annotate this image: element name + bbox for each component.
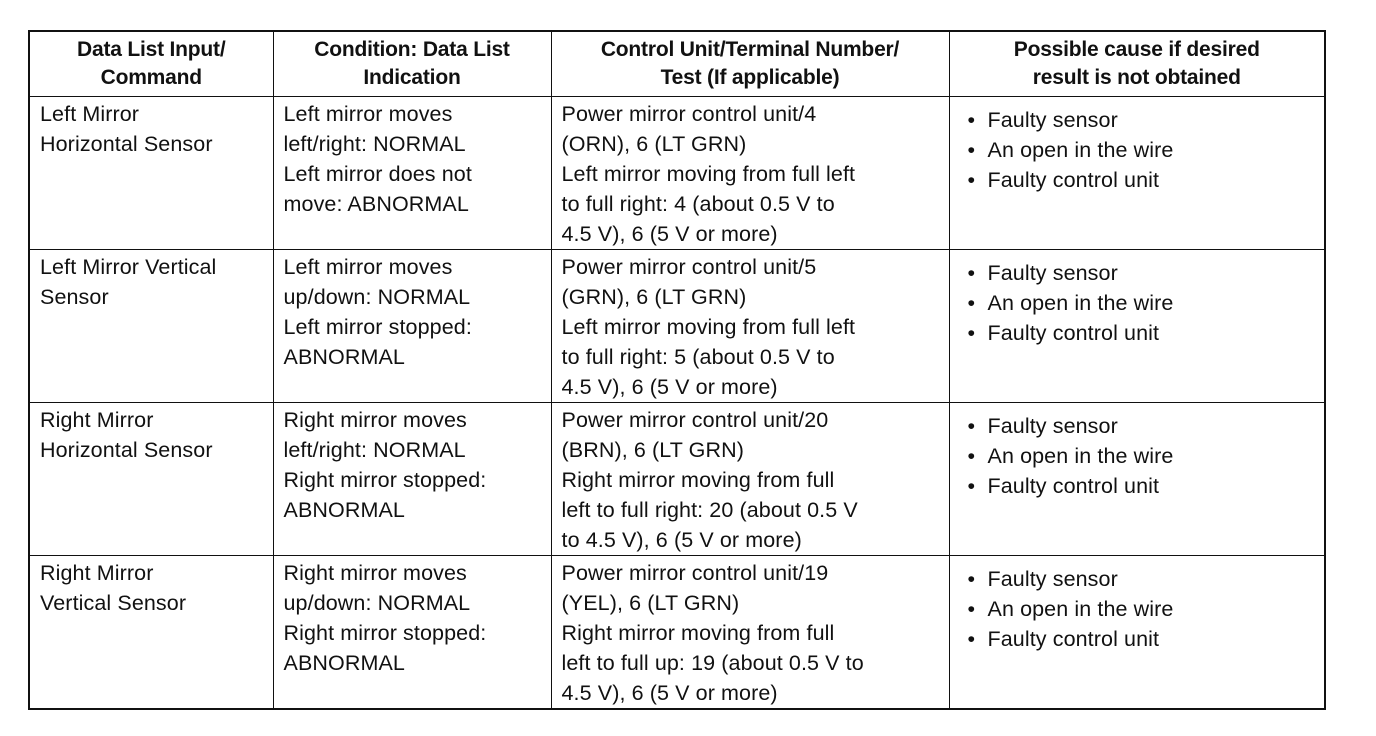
bullet-icon: • [967,567,976,591]
cell-control: Power mirror control unit/5 (GRN), 6 (LT GRN) Left mirror moving from full left to full right: 5 (about 0.5 V to 4.5 V), 6 (5 V or more) [551,250,949,403]
cause-text: An open in the wire [987,291,1174,315]
list-item [964,411,1319,441]
cell-condition: Left mirror moves left/right: NORMAL Left mirror does not move: ABNORMAL [273,97,551,250]
cause-text: An open in the wire [987,597,1174,621]
cause-text: Faulty control unit [987,627,1160,651]
header-control-unit: Control Unit/Terminal Number/ Test (If applicable) [551,31,949,97]
list-item [964,441,1319,471]
bullet-icon: • [967,108,976,132]
cell-causes [949,556,1325,710]
cause-list [960,105,1319,195]
list-item [964,165,1319,195]
bullet-icon: • [967,168,976,192]
cell-condition: Right mirror moves left/right: NORMAL Right mirror stopped: ABNORMAL [273,403,551,556]
header-data-list-input: Data List Input/ Command [29,31,273,97]
cell-control: Power mirror control unit/4 (ORN), 6 (LT GRN) Left mirror moving from full left to full right: 4 (about 0.5 V to 4.5 V), 6 (5 V or more) [551,97,949,250]
cell-condition: Right mirror moves up/down: NORMAL Right mirror stopped: ABNORMAL [273,556,551,710]
list-item [964,594,1319,624]
bullet-icon: • [967,444,976,468]
cause-text: An open in the wire [987,138,1174,162]
cause-text: Faulty sensor [987,261,1118,285]
table-row [29,403,1325,556]
cell-input: Left Mirror Vertical Sensor [29,250,273,403]
bullet-icon: • [967,597,976,621]
list-item [964,624,1319,654]
cause-text: Faulty control unit [987,168,1160,192]
bullet-icon: • [967,261,976,285]
cell-control: Power mirror control unit/20 (BRN), 6 (LT GRN) Right mirror moving from full left to full right: 20 (about 0.5 V to 4.5 V), 6 (5 V or more) [551,403,949,556]
list-item [964,288,1319,318]
cell-control: Power mirror control unit/19 (YEL), 6 (LT GRN) Right mirror moving from full left to full up: 19 (about 0.5 V to 4.5 V), 6 (5 V or more) [551,556,949,710]
header-condition: Condition: Data List Indication [273,31,551,97]
cause-text: Faulty control unit [987,474,1160,498]
bullet-icon: • [967,138,976,162]
cause-list [960,411,1319,501]
list-item [964,105,1319,135]
cause-list [960,258,1319,348]
cell-causes [949,403,1325,556]
table-row [29,556,1325,710]
cause-text: Faulty control unit [987,321,1160,345]
list-item [964,471,1319,501]
table-row [29,250,1325,403]
list-item [964,258,1319,288]
cell-causes [949,250,1325,403]
header-row [29,31,1325,97]
cell-causes [949,97,1325,250]
cause-text: An open in the wire [987,444,1174,468]
cell-input: Right Mirror Horizontal Sensor [29,403,273,556]
list-item [964,318,1319,348]
list-item [964,564,1319,594]
cause-text: Faulty sensor [987,414,1118,438]
header-possible-cause: Possible cause if desired result is not obtained [949,31,1325,97]
cell-input: Left Mirror Horizontal Sensor [29,97,273,250]
bullet-icon: • [967,474,976,498]
table-row [29,97,1325,250]
diagnostic-table [28,30,1326,710]
bullet-icon: • [967,627,976,651]
bullet-icon: • [967,321,976,345]
bullet-icon: • [967,414,976,438]
bullet-icon: • [967,291,976,315]
cause-list [960,564,1319,654]
cause-text: Faulty sensor [987,108,1118,132]
cause-text: Faulty sensor [987,567,1118,591]
cell-input: Right Mirror Vertical Sensor [29,556,273,710]
cell-condition: Left mirror moves up/down: NORMAL Left mirror stopped: ABNORMAL [273,250,551,403]
list-item [964,135,1319,165]
